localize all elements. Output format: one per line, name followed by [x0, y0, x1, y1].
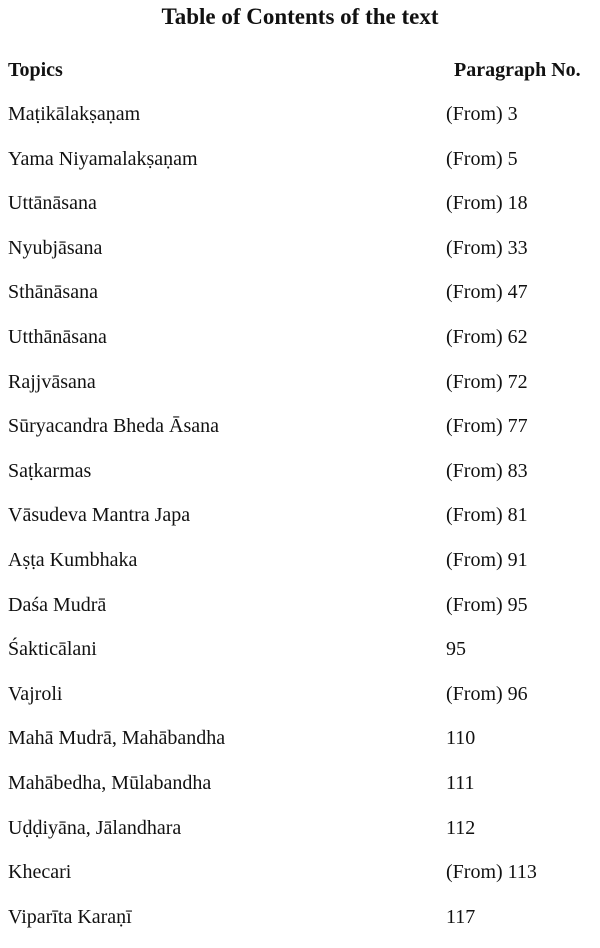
- topic-label: Utthānāsana: [8, 325, 107, 348]
- list-item: [0, 279, 600, 324]
- paragraph-number: 117: [446, 905, 476, 928]
- topic-label: Vāsudeva Mantra Japa: [8, 504, 191, 527]
- topic-label: Yama Niyamalakṣaṇam: [8, 147, 198, 170]
- list-item: [0, 592, 600, 637]
- paragraph-number: (From) 77: [446, 415, 528, 438]
- topic-label: Nyubjāsana: [8, 236, 103, 259]
- paragraph-number: (From) 33: [446, 236, 528, 259]
- page-title: Table of Contents of the text: [161, 4, 439, 29]
- list-item: [0, 190, 600, 235]
- topic-label: Mahābedha, Mūlabandha: [8, 771, 212, 794]
- list-item: [0, 502, 600, 547]
- topic-label: Sūryacandra Bheda Āsana: [8, 415, 220, 438]
- paragraph-number: 112: [446, 816, 476, 839]
- list-item: [0, 235, 600, 280]
- list-item: [0, 636, 600, 681]
- topic-label: Maṭikālakṣaṇam: [8, 103, 141, 125]
- paragraph-number: (From) 91: [446, 548, 528, 571]
- paragraph-number: (From) 5: [446, 147, 518, 170]
- topic-label: Daśa Mudrā: [8, 593, 107, 616]
- list-item: [0, 725, 600, 770]
- list-item: [0, 904, 600, 948]
- paragraph-number: 95: [446, 638, 466, 661]
- paragraph-number: 110: [446, 727, 476, 750]
- paragraph-column-header: Paragraph No.: [454, 59, 581, 81]
- paragraph-number: 111: [446, 771, 475, 794]
- topic-label: Śakticālani: [8, 638, 97, 661]
- list-item: [0, 369, 600, 414]
- paragraph-number: (From) 83: [446, 459, 528, 482]
- topic-label: Aṣṭa Kumbhaka: [8, 548, 138, 571]
- contents-list: [0, 101, 600, 948]
- paragraph-number: (From) 3: [446, 103, 518, 125]
- topics-column-header: Topics: [8, 59, 63, 81]
- list-item: [0, 413, 600, 458]
- topic-label: Vajroli: [8, 682, 63, 705]
- topic-label: Viparīta Karaṇī: [8, 905, 132, 928]
- topic-label: Saṭkarmas: [8, 459, 92, 482]
- list-item: [0, 146, 600, 191]
- list-item: [0, 324, 600, 369]
- topic-label: Mahā Mudrā, Mahābandha: [8, 727, 226, 750]
- paragraph-number: (From) 81: [446, 504, 528, 527]
- list-item: [0, 859, 600, 904]
- paragraph-number: (From) 96: [446, 682, 528, 705]
- list-item: [0, 547, 600, 592]
- topic-label: Uḍḍiyāna, Jālandhara: [8, 816, 182, 839]
- list-item: [0, 458, 600, 503]
- topic-label: Sthānāsana: [8, 281, 98, 304]
- topic-label: Uttānāsana: [8, 192, 97, 215]
- paragraph-number: (From) 95: [446, 593, 528, 616]
- list-item: [0, 681, 600, 726]
- paragraph-number: (From) 47: [446, 281, 528, 304]
- paragraph-number: (From) 72: [446, 370, 528, 393]
- list-item: [0, 101, 600, 146]
- list-item: [0, 770, 600, 815]
- list-item: [0, 815, 600, 860]
- paragraph-number: (From) 62: [446, 325, 528, 348]
- topic-label: Khecari: [8, 861, 72, 884]
- paragraph-number: (From) 18: [446, 192, 528, 215]
- topic-label: Rajjvāsana: [8, 370, 96, 393]
- paragraph-number: (From) 113: [446, 861, 537, 884]
